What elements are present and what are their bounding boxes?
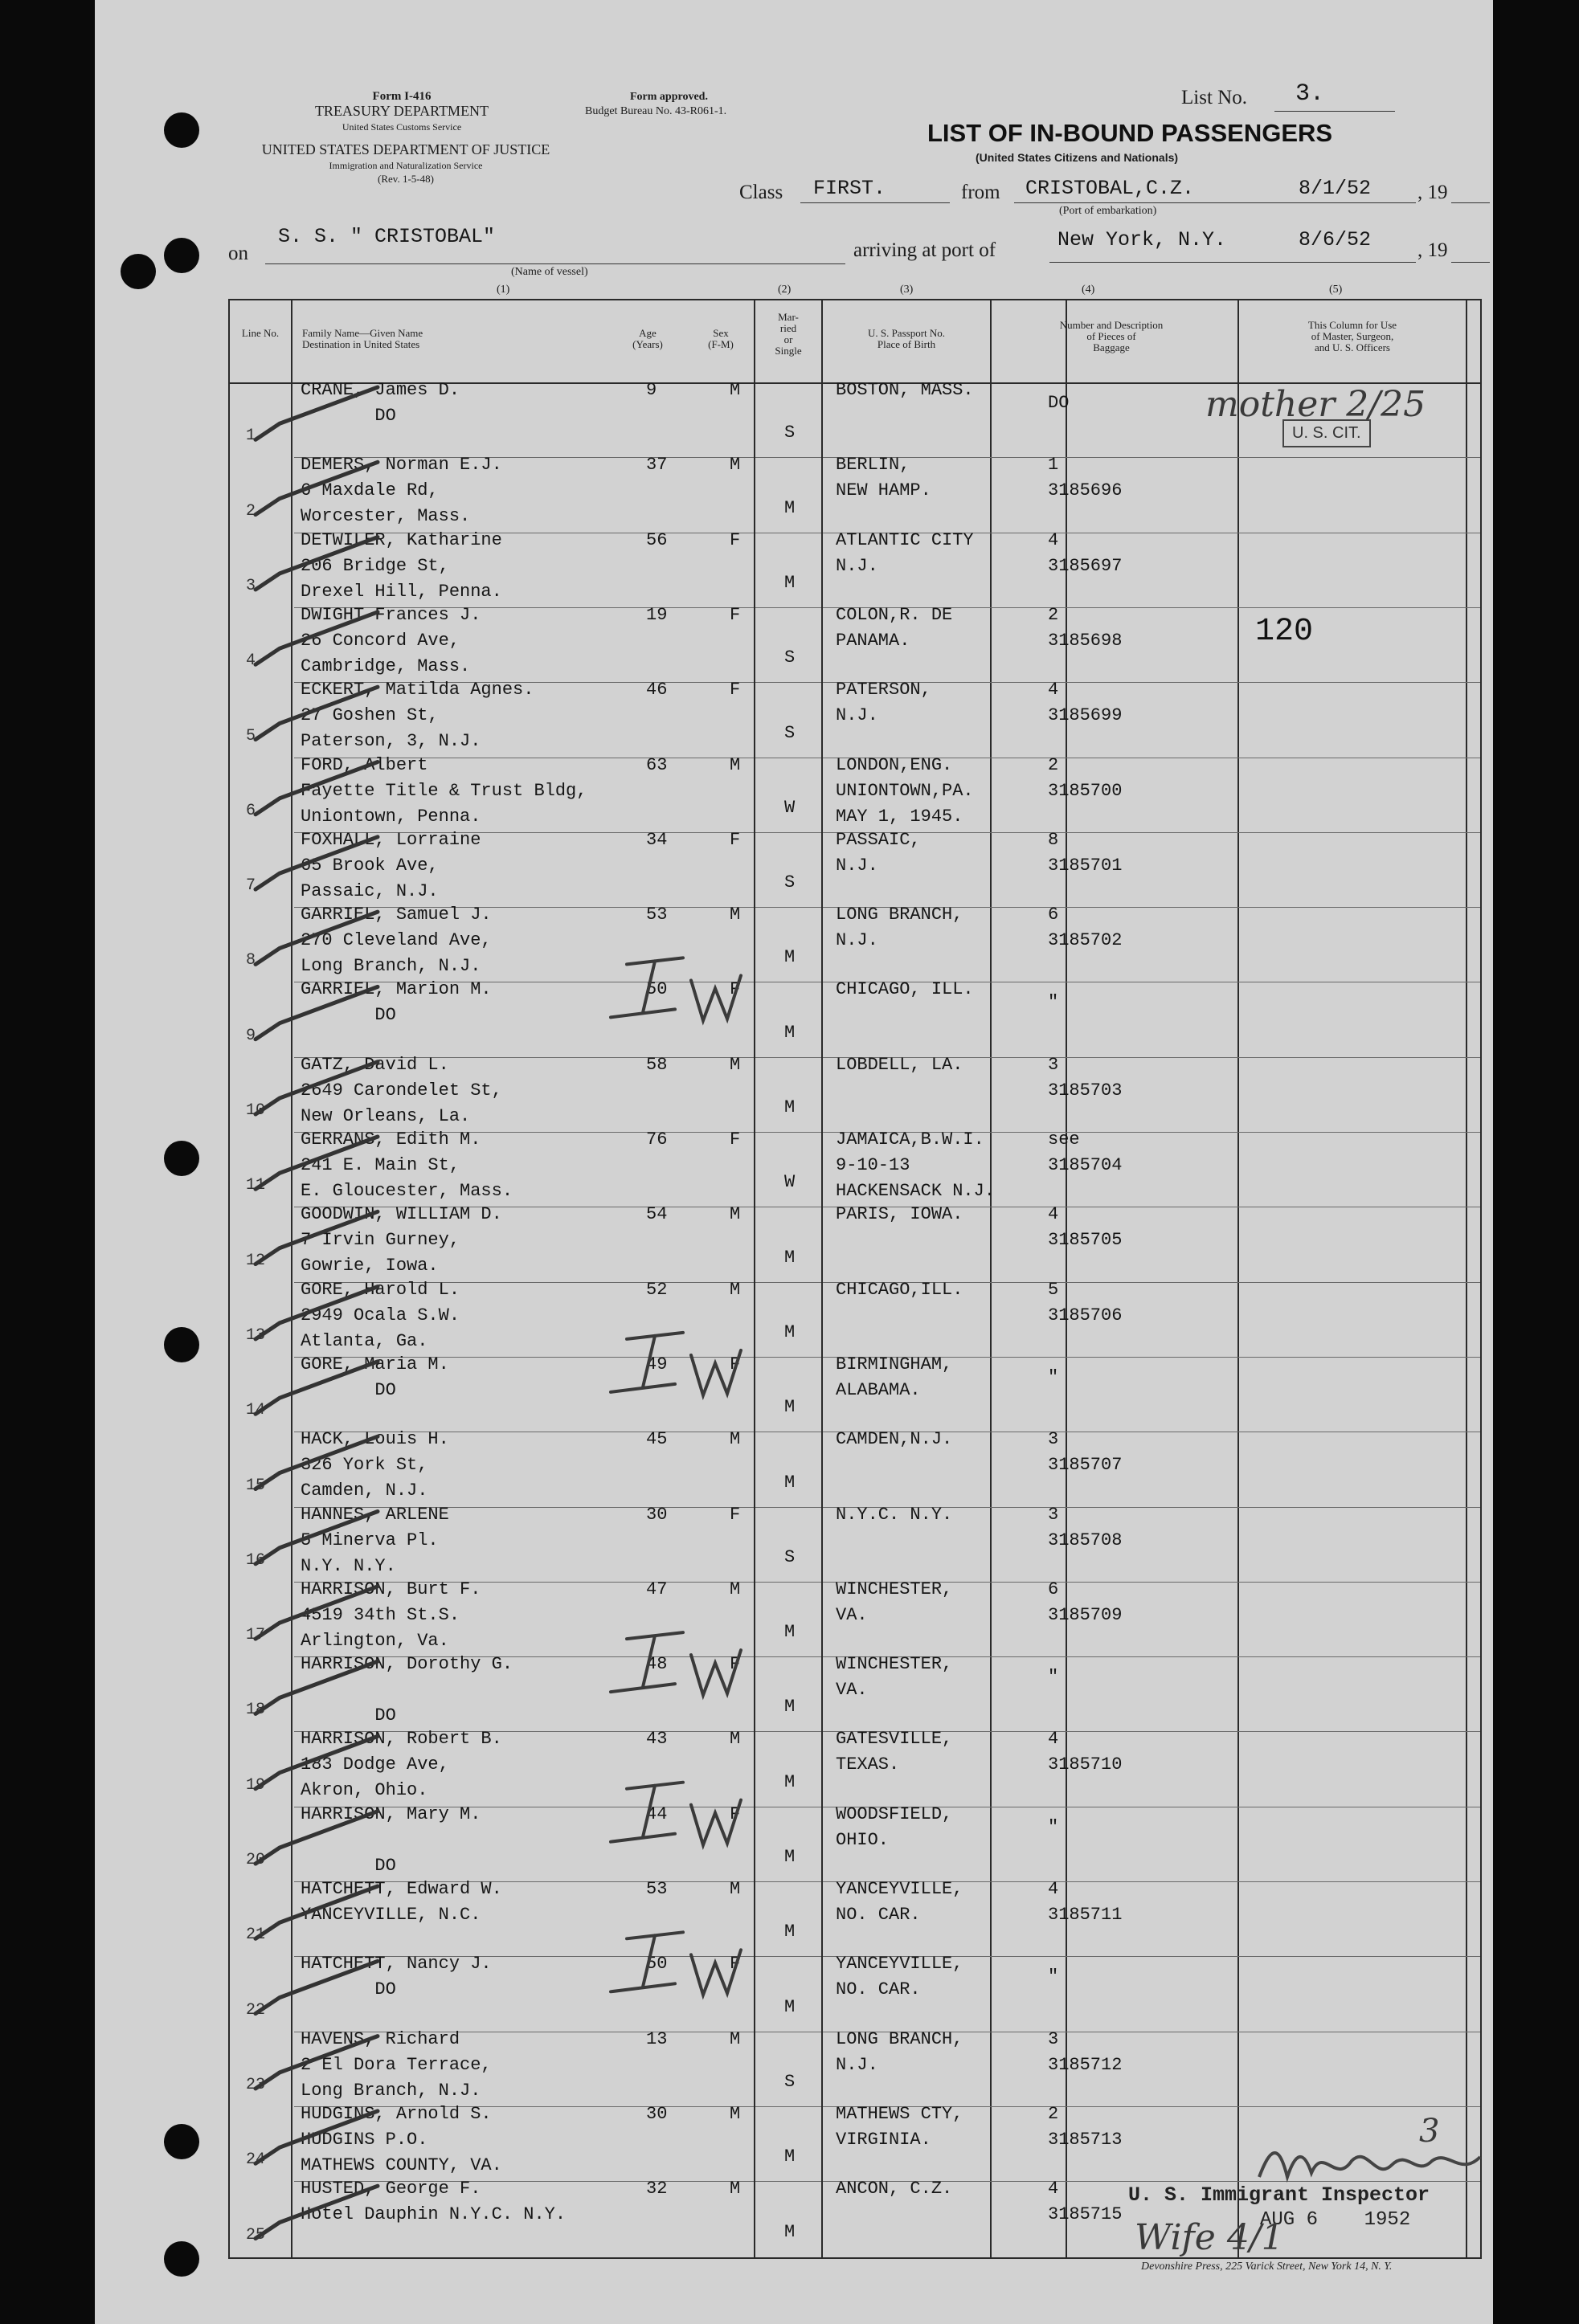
- passenger-age: 53: [646, 1879, 668, 1899]
- place-of-birth: YANCEYVILLE, NO. CAR.: [836, 1879, 963, 1925]
- passenger-name-destination: HARRISON, Mary M. DO: [301, 1803, 481, 1876]
- passenger-age: 47: [646, 1579, 668, 1599]
- customs-service: United States Customs Service: [342, 121, 462, 133]
- header-baggage: Number and Description of Pieces of Baggage: [1059, 319, 1164, 353]
- passenger-age: 48: [646, 1654, 668, 1675]
- arrival-year: , 19: [1417, 239, 1448, 261]
- passenger-name-destination: HAVENS, Richard 2 El Dora Terrace, Long Branch, N.J.: [301, 2028, 492, 2101]
- check-mark: [256, 1287, 378, 1339]
- line-number: 22: [246, 2000, 266, 2020]
- class-label: Class: [739, 182, 783, 203]
- passenger-name-destination: HUSTED, George F. Hotel Dauphin N.Y.C. N.Y.: [301, 2179, 567, 2225]
- passenger-sex: M: [730, 2179, 741, 2199]
- baggage: 3 3185712: [1048, 2028, 1123, 2075]
- passenger-age: 52: [646, 1279, 668, 1300]
- place-of-birth: LONG BRANCH, N.J.: [836, 2028, 963, 2075]
- marital-status: M: [784, 1697, 796, 1717]
- place-of-birth: CAMDEN,N.J.: [836, 1429, 953, 1450]
- col-num-2: (2): [778, 284, 792, 296]
- line-number: 25: [246, 2225, 266, 2244]
- place-of-birth: ANCON, C.Z.: [836, 2179, 953, 2199]
- inspector-stamp: U. S. Immigrant Inspector: [1128, 2183, 1430, 2207]
- marital-status: M: [784, 1022, 796, 1043]
- check-mark: [256, 762, 378, 815]
- form-number: Form I-416: [372, 90, 432, 103]
- check-mark: [256, 1137, 378, 1189]
- passenger-age: 56: [646, 529, 668, 550]
- check-mark: [256, 1587, 378, 1639]
- marital-status: M: [784, 1622, 796, 1643]
- check-mark: [256, 837, 378, 889]
- passenger-sex: M: [730, 455, 741, 476]
- inspector-signature-number: 3: [1419, 2113, 1440, 2150]
- line-number: 10: [246, 1101, 266, 1120]
- passenger-age: 30: [646, 1504, 668, 1525]
- passenger-name-destination: DETWILER, Katharine 206 Bridge St, Drexel Hill, Penna.: [301, 529, 502, 602]
- passenger-name-destination: HARRISON, Dorothy G. DO: [301, 1654, 513, 1726]
- marital-status: M: [784, 1097, 796, 1117]
- family-mark: [611, 1932, 741, 1995]
- marital-status: M: [784, 2146, 796, 2167]
- baggage: 2 3185713: [1048, 2103, 1123, 2150]
- passenger-age: 50: [646, 1954, 668, 1975]
- inspector-date: AUG 6 1952: [1260, 2209, 1411, 2231]
- marital-status: W: [784, 1172, 796, 1193]
- passenger-age: 19: [646, 604, 668, 625]
- port-embark-note: (Port of embarkation): [1059, 205, 1157, 217]
- marital-status: M: [784, 1771, 796, 1792]
- passenger-sex: F: [730, 529, 741, 550]
- place-of-birth: GATESVILLE, TEXAS.: [836, 1729, 953, 1775]
- col-num-1: (1): [497, 284, 510, 296]
- baggage: ": [1048, 1816, 1059, 1837]
- baggage: ": [1048, 1667, 1059, 1688]
- marital-status: S: [784, 872, 796, 893]
- list-no-label: List No.: [1181, 87, 1247, 108]
- baggage: 4 3185710: [1048, 1729, 1123, 1775]
- passenger-name-destination: GARRIEL, Marion M. DO: [301, 979, 492, 1026]
- baggage: 4 3185711: [1048, 1879, 1123, 1925]
- check-mark: [256, 537, 378, 590]
- line-number: 15: [246, 1476, 266, 1495]
- line-number: 9: [246, 1026, 256, 1045]
- place-of-birth: ATLANTIC CITY N.J.: [836, 529, 974, 576]
- family-mark: [611, 1783, 741, 1845]
- form-approved: Form approved.: [630, 91, 708, 103]
- marital-status: M: [784, 1996, 796, 2017]
- line-number: 23: [246, 2075, 266, 2094]
- passenger-sex: F: [730, 1954, 741, 1975]
- place-of-birth: JAMAICA,B.W.I. 9-10-13 HACKENSACK N.J.: [836, 1129, 996, 1201]
- check-mark: [256, 687, 378, 739]
- place-of-birth: BIRMINGHAM, ALABAMA.: [836, 1354, 953, 1400]
- passenger-sex: F: [730, 1504, 741, 1525]
- baggage: 4 3185715: [1048, 2179, 1123, 2225]
- check-mark: [256, 1736, 378, 1788]
- header-married: Mar- ried or Single: [775, 311, 802, 357]
- passenger-age: 43: [646, 1729, 668, 1750]
- passenger-name-destination: CRANE, James D. DO: [301, 380, 460, 426]
- passenger-sex: F: [730, 979, 741, 1000]
- place-of-birth: PATERSON, N.J.: [836, 680, 931, 726]
- baggage: 6 3185709: [1048, 1579, 1123, 1625]
- place-of-birth: BERLIN, NEW HAMP.: [836, 455, 931, 501]
- baggage: 3 3185707: [1048, 1429, 1123, 1476]
- baggage: 3 3185708: [1048, 1504, 1123, 1550]
- baggage: 4 3185699: [1048, 680, 1123, 726]
- arrival-date: 8/6/52: [1299, 228, 1372, 251]
- passenger-sex: M: [730, 1204, 741, 1225]
- header-age: Age (Years): [632, 327, 663, 350]
- col-num-3: (3): [900, 284, 914, 296]
- passenger-age: 9: [646, 380, 657, 400]
- place-of-birth: PARIS, IOWA.: [836, 1204, 963, 1225]
- marital-status: M: [784, 1472, 796, 1493]
- marital-status: M: [784, 1247, 796, 1268]
- line-number: 1: [246, 427, 256, 446]
- vessel-note: (Name of vessel): [511, 266, 588, 278]
- line-number: 18: [246, 1701, 266, 1720]
- passenger-name-destination: HACK, Louis H. 326 York St, Camden, N.J.: [301, 1429, 449, 1501]
- place-of-birth: YANCEYVILLE, NO. CAR.: [836, 1954, 963, 2000]
- header-name: Family Name—Given Name Destination in United States: [302, 327, 423, 350]
- marital-status: S: [784, 722, 796, 743]
- passenger-name-destination: HATCHETT, Edward W. YANCEYVILLE, N.C.: [301, 1879, 502, 1925]
- baggage: 2 3185698: [1048, 604, 1123, 651]
- marital-status: M: [784, 2221, 796, 2242]
- passenger-age: 34: [646, 829, 668, 850]
- check-mark: [256, 1062, 378, 1114]
- passenger-sex: M: [730, 380, 741, 400]
- from-year: , 19: [1417, 182, 1448, 203]
- passenger-sex: M: [730, 1429, 741, 1450]
- place-of-birth: MATHEWS CTY, VIRGINIA.: [836, 2103, 963, 2150]
- check-mark: [256, 1211, 378, 1264]
- check-mark: [256, 387, 378, 439]
- passenger-name-destination: HUDGINS, Arnold S. HUDGINS P.O. MATHEWS COUNTY, VA.: [301, 2103, 502, 2175]
- baggage: 3 3185703: [1048, 1054, 1123, 1101]
- place-of-birth: N.Y.C. N.Y.: [836, 1504, 953, 1525]
- page-title: LIST OF IN-BOUND PASSENGERS: [927, 119, 1333, 147]
- baggage: 5 3185706: [1048, 1279, 1123, 1325]
- passenger-name-destination: GATZ, David L. 2649 Carondelet St, New Orleans, La.: [301, 1054, 502, 1126]
- baggage: 1 3185696: [1048, 455, 1123, 501]
- from-date: 8/1/52: [1299, 177, 1372, 200]
- marital-status: M: [784, 947, 796, 968]
- passenger-sex: F: [730, 1803, 741, 1824]
- marital-status: S: [784, 647, 796, 668]
- wife-note: Wife 4/1: [1135, 2217, 1284, 2258]
- passenger-age: 30: [646, 2103, 668, 2124]
- passenger-name-destination: ECKERT, Matilda Agnes. 27 Goshen St, Paterson, 3, N.J.: [301, 680, 534, 752]
- line-number: 21: [246, 1926, 266, 1945]
- marital-status: M: [784, 1321, 796, 1342]
- budget-bureau: Budget Bureau No. 43-R061-1.: [585, 105, 727, 117]
- marital-status: M: [784, 1922, 796, 1942]
- baggage: 4 3185697: [1048, 529, 1123, 576]
- header-line-no: Line No.: [241, 327, 280, 339]
- family-mark: [611, 958, 741, 1020]
- check-mark: [256, 1362, 378, 1414]
- check-mark: [256, 462, 378, 514]
- passenger-sex: M: [730, 1879, 741, 1899]
- line-number: 3: [246, 576, 256, 595]
- passenger-age: 53: [646, 905, 668, 925]
- line-number: 17: [246, 1626, 266, 1645]
- line-number: 14: [246, 1401, 266, 1420]
- place-of-birth: BOSTON, MASS.: [836, 380, 974, 400]
- passenger-age: 37: [646, 455, 668, 476]
- family-mark: [611, 1333, 741, 1395]
- revision: (Rev. 1-5-48): [378, 173, 434, 185]
- col-num-5: (5): [1329, 284, 1343, 296]
- passenger-name-destination: HATCHETT, Nancy J. DO: [301, 1954, 492, 2000]
- passenger-sex: M: [730, 2103, 741, 2124]
- family-mark: [611, 1632, 741, 1695]
- passenger-age: 63: [646, 754, 668, 775]
- passenger-name-destination: DEMERS, Norman E.J. 6 Maxdale Rd, Worcester, Mass.: [301, 455, 502, 527]
- passenger-name-destination: FORD, Albert Fayette Title & Trust Bldg, Uniontown, Penna.: [301, 754, 587, 827]
- passenger-sex: F: [730, 604, 741, 625]
- check-mark: [256, 1661, 378, 1713]
- passenger-sex: M: [730, 905, 741, 925]
- line-number: 6: [246, 801, 256, 820]
- class-value: FIRST.: [813, 177, 886, 200]
- check-mark: [256, 2036, 378, 2089]
- place-of-birth: WINCHESTER, VA.: [836, 1654, 953, 1701]
- passenger-name-destination: FOXHALL, Lorraine 65 Brook Ave, Passaic, N.J.: [301, 829, 481, 901]
- check-mark: [256, 1811, 378, 1864]
- line-number: 16: [246, 1550, 266, 1570]
- passenger-age: 58: [646, 1054, 668, 1075]
- header-sex: Sex (F-M): [708, 327, 734, 350]
- check-mark: [256, 2186, 378, 2238]
- passenger-sex: M: [730, 2028, 741, 2049]
- place-of-birth: CHICAGO, ILL.: [836, 979, 974, 1000]
- passenger-sex: F: [730, 680, 741, 700]
- marital-status: S: [784, 2071, 796, 2092]
- line-number: 7: [246, 876, 256, 896]
- marital-status: S: [784, 1546, 796, 1567]
- line-number: 20: [246, 1851, 266, 1869]
- passenger-age: 76: [646, 1129, 668, 1150]
- check-mark: [256, 1512, 378, 1564]
- line-number: 13: [246, 1325, 266, 1345]
- passenger-sex: M: [730, 754, 741, 775]
- line-number: 12: [246, 1251, 266, 1270]
- header-officers: This Column for Use of Master, Surgeon, and U. S. Officers: [1307, 319, 1397, 353]
- passenger-sex: F: [730, 1654, 741, 1675]
- check-mark: [256, 2111, 378, 2163]
- place-of-birth: LONDON,ENG. UNIONTOWN,PA. MAY 1, 1945.: [836, 754, 974, 827]
- check-mark: [256, 1961, 378, 2013]
- line-number: 2: [246, 501, 256, 521]
- line-number: 19: [246, 1775, 266, 1795]
- header-passport: U. S. Passport No. Place of Birth: [867, 327, 946, 350]
- passenger-name-destination: GORE, Harold L. 2949 Ocala S.W. Atlanta, Ga.: [301, 1279, 460, 1351]
- passenger-age: 54: [646, 1204, 668, 1225]
- page-subtitle: (United States Citizens and Nationals): [976, 151, 1179, 164]
- printer-footer: Devonshire Press, 225 Varick Street, New York 14, N. Y.: [1141, 2261, 1393, 2273]
- passenger-name-destination: HARRISON, Burt F. 4519 34th St.S. Arlington, Va.: [301, 1579, 481, 1651]
- marital-status: S: [784, 423, 796, 443]
- passenger-age: 32: [646, 2179, 668, 2199]
- baggage: 4 3185705: [1048, 1204, 1123, 1251]
- handwritten-mother-note: mother 2/25: [1205, 384, 1426, 425]
- passenger-age: 13: [646, 2028, 668, 2049]
- from-port: CRISTOBAL,C.Z.: [1025, 177, 1195, 200]
- passenger-name-destination: GORE, Maria M. DO: [301, 1354, 449, 1400]
- line-number: 4: [246, 651, 256, 671]
- passenger-sex: F: [730, 829, 741, 850]
- vessel-name: S. S. " CRISTOBAL": [278, 225, 496, 248]
- from-label: from: [961, 182, 1000, 203]
- place-of-birth: PASSAIC, N.J.: [836, 829, 921, 876]
- place-of-birth: LONG BRANCH, N.J.: [836, 905, 963, 951]
- treasury-dept: TREASURY DEPARTMENT: [314, 103, 489, 119]
- passenger-age: 46: [646, 680, 668, 700]
- line-number: 8: [246, 951, 256, 970]
- justice-dept: UNITED STATES DEPARTMENT OF JUSTICE: [261, 141, 550, 157]
- passenger-name-destination: GARRIEL, Samuel J. 270 Cleveland Ave, Long Branch, N.J.: [301, 905, 492, 977]
- marital-status: W: [784, 797, 796, 818]
- passenger-name-destination: HARRISON, Robert B. 183 Dodge Ave, Akron, Ohio.: [301, 1729, 502, 1801]
- passenger-name-destination: DWIGHT Frances J. 26 Concord Ave, Cambridge, Mass.: [301, 604, 481, 676]
- marital-status: M: [784, 1397, 796, 1418]
- baggage: 6 3185702: [1048, 905, 1123, 951]
- baggage: ": [1048, 1967, 1059, 1987]
- check-mark: [256, 986, 378, 1039]
- passenger-age: 44: [646, 1803, 668, 1824]
- place-of-birth: LOBDELL, LA.: [836, 1054, 963, 1075]
- passenger-name-destination: HANNES, ARLENE 5 Minerva Pl. N.Y. N.Y.: [301, 1504, 449, 1576]
- check-mark: [256, 912, 378, 964]
- place-of-birth: COLON,R. DE PANAMA.: [836, 604, 953, 651]
- passenger-age: 49: [646, 1354, 668, 1374]
- check-mark: [256, 1436, 378, 1489]
- baggage: ": [1048, 992, 1059, 1013]
- baggage: ": [1048, 1366, 1059, 1387]
- check-mark: [256, 1886, 378, 1938]
- passenger-sex: M: [730, 1279, 741, 1300]
- line-number: 24: [246, 2150, 266, 2170]
- passenger-name-destination: GOODWIN, WILLIAM D. 7 Irvin Gurney, Gowrie, Iowa.: [301, 1204, 502, 1276]
- baggage: DO: [1048, 393, 1070, 413]
- passenger-sex: M: [730, 1579, 741, 1599]
- passenger-sex: M: [730, 1729, 741, 1750]
- officer-note-120: 120: [1255, 614, 1314, 650]
- place-of-birth: CHICAGO,ILL.: [836, 1279, 963, 1300]
- ins-service: Immigration and Naturalization Service: [329, 160, 483, 171]
- on-label: on: [228, 243, 248, 264]
- arrival-port: New York, N.Y.: [1057, 228, 1227, 251]
- passenger-sex: M: [730, 1054, 741, 1075]
- baggage: see 3185704: [1048, 1129, 1123, 1175]
- marital-status: M: [784, 1847, 796, 1867]
- passenger-age: 45: [646, 1429, 668, 1450]
- place-of-birth: WOODSFIELD, OHIO.: [836, 1803, 953, 1850]
- baggage: 8 3185701: [1048, 829, 1123, 876]
- passenger-sex: F: [730, 1354, 741, 1374]
- check-mark: [256, 612, 378, 664]
- marital-status: M: [784, 497, 796, 518]
- marital-status: M: [784, 572, 796, 593]
- col-num-4: (4): [1082, 284, 1095, 296]
- passenger-name-destination: GERRANS, Edith M. 241 E. Main St, E. Gloucester, Mass.: [301, 1129, 513, 1201]
- line-number: 11: [246, 1176, 266, 1195]
- line-number: 5: [246, 726, 256, 745]
- list-no-value: 3.: [1295, 80, 1325, 108]
- passenger-age: 50: [646, 979, 668, 1000]
- passenger-sex: F: [730, 1129, 741, 1150]
- us-citizen-stamp: U. S. CIT.: [1282, 419, 1371, 447]
- place-of-birth: WINCHESTER, VA.: [836, 1579, 953, 1625]
- baggage: 2 3185700: [1048, 754, 1123, 801]
- arriving-label: arriving at port of: [853, 239, 996, 261]
